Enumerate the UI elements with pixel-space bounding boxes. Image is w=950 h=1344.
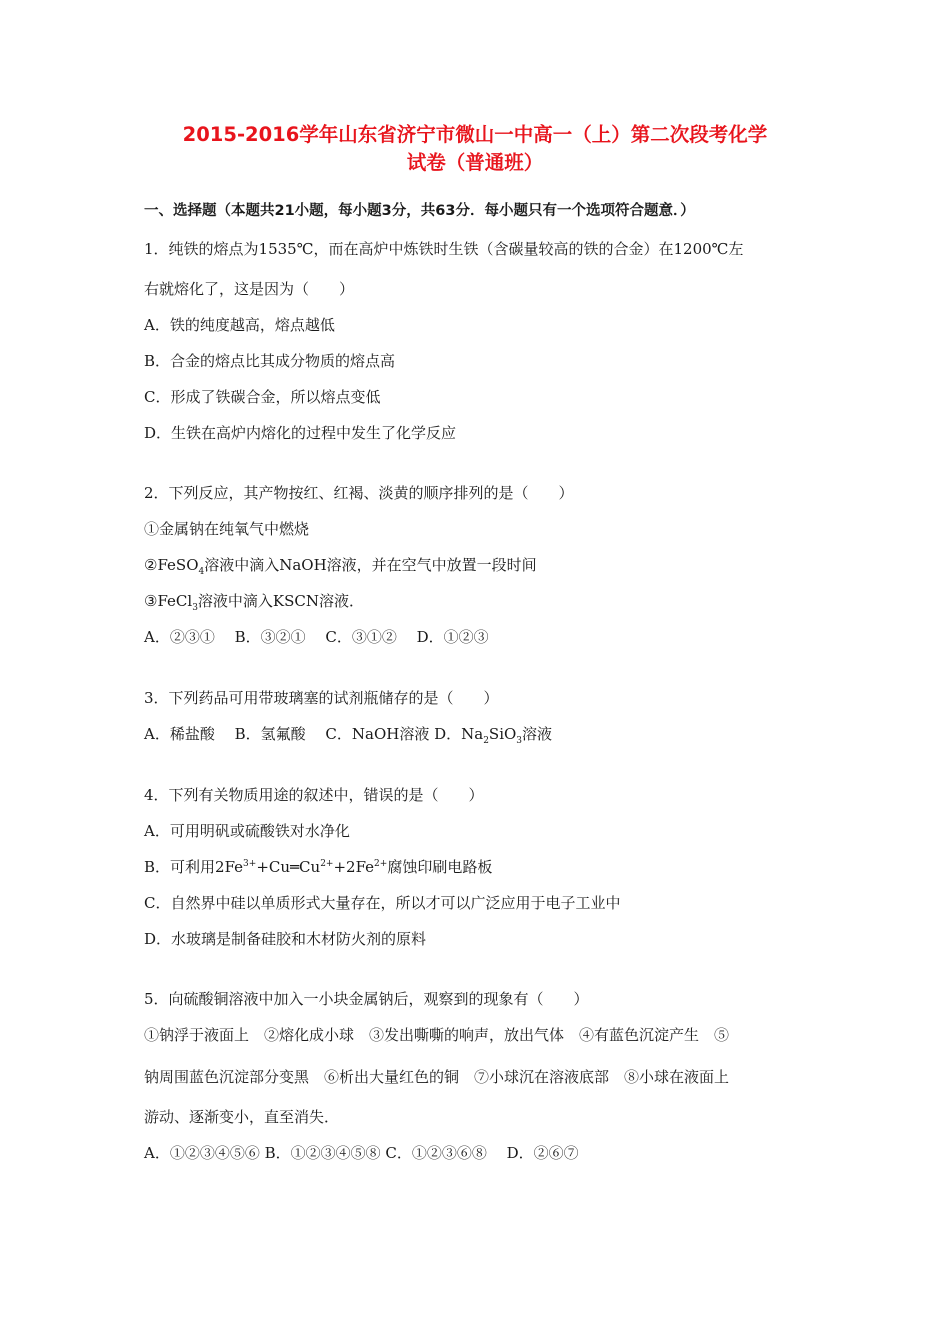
q2-item-3: ③FeCl$_3$溶液中滴入KSCN溶液． bbox=[144, 592, 365, 613]
section-heading: 一、选择题（本题共21小题，每小题3分，共63分．每小题只有一个选项符合题意．） bbox=[144, 203, 695, 219]
exam-title-line2: 试卷（普通班） bbox=[406, 151, 544, 174]
q5-phenomena-line1: ①钠浮于液面上 ②熔化成小球 ③发出嘶嘶的响声，放出气体 ④有蓝色沉淀产生 ⑤ bbox=[144, 1026, 730, 1044]
q1-stem-line2: 右就熔化了，这是因为（ ） bbox=[144, 280, 355, 298]
q4-option-d: D．水玻璃是制备硅胶和木材防火剂的原料 bbox=[144, 930, 427, 948]
q5-phenomena-line2: 钠周围蓝色沉淀部分变黑 ⑥析出大量红色的铜 ⑦小球沉在溶液底部 ⑧小球在液面上 bbox=[144, 1068, 730, 1086]
q2-options: A．②③① B．③②① C．③①② D．①②③ bbox=[144, 628, 489, 646]
q1-option-c: C．形成了铁碳合金，所以熔点变低 bbox=[144, 388, 381, 406]
q4-option-c: C．自然界中硅以单质形式大量存在，所以才可以广泛应用于电子工业中 bbox=[144, 894, 621, 912]
q1-stem-line1: 1．纯铁的熔点为1535℃，而在高炉中炼铁时生铁（含碳量较高的铁的合金）在1200℃左 bbox=[144, 240, 744, 258]
q3-options: A．稀盐酸 B．氢氟酸 C．NaOH溶液 D．$Na_2SiO_3$溶液 bbox=[144, 725, 553, 746]
q4-stem: 4．下列有关物质用途的叙述中，错误的是（ ） bbox=[144, 786, 484, 804]
q1-option-a: A．铁的纯度越高，熔点越低 bbox=[144, 316, 335, 334]
q4-option-b: B．可利用$2Fe^{3+}+Cu═Cu^{2+}+2Fe^{2+}$腐蚀印刷电路板 bbox=[144, 858, 493, 876]
q3-stem: 3．下列药品可用带玻璃塞的试剂瓶储存的是（ ） bbox=[144, 689, 499, 707]
q4-option-a: A．可用明矾或硫酸铁对水净化 bbox=[144, 822, 350, 840]
q2-item-2: ②FeSO$_4$溶液中滴入NaOH溶液，并在空气中放置一段时间 bbox=[144, 556, 537, 577]
q1-option-d: D．生铁在高炉内熔化的过程中发生了化学反应 bbox=[144, 424, 457, 442]
q5-phenomena-line3: 游动、逐渐变小，直至消失． bbox=[144, 1108, 340, 1126]
q5-stem: 5．向硫酸铜溶液中加入一小块金属钠后，观察到的现象有（ ） bbox=[144, 990, 589, 1008]
exam-title-line1: 2015-2016学年山东省济宁市微山一中高一（上）第二次段考化学 bbox=[182, 123, 768, 146]
q5-options: A．①②③④⑤⑥ B．①②③④⑤⑧ C．①②③⑥⑧ D．②⑥⑦ bbox=[144, 1144, 579, 1162]
q2-item-1: ①金属钠在纯氧气中燃烧 bbox=[144, 520, 310, 538]
q1-option-b: B．合金的熔点比其成分物质的熔点高 bbox=[144, 352, 396, 370]
q2-stem: 2．下列反应，其产物按红、红褐、淡黄的顺序排列的是（ ） bbox=[144, 484, 574, 502]
